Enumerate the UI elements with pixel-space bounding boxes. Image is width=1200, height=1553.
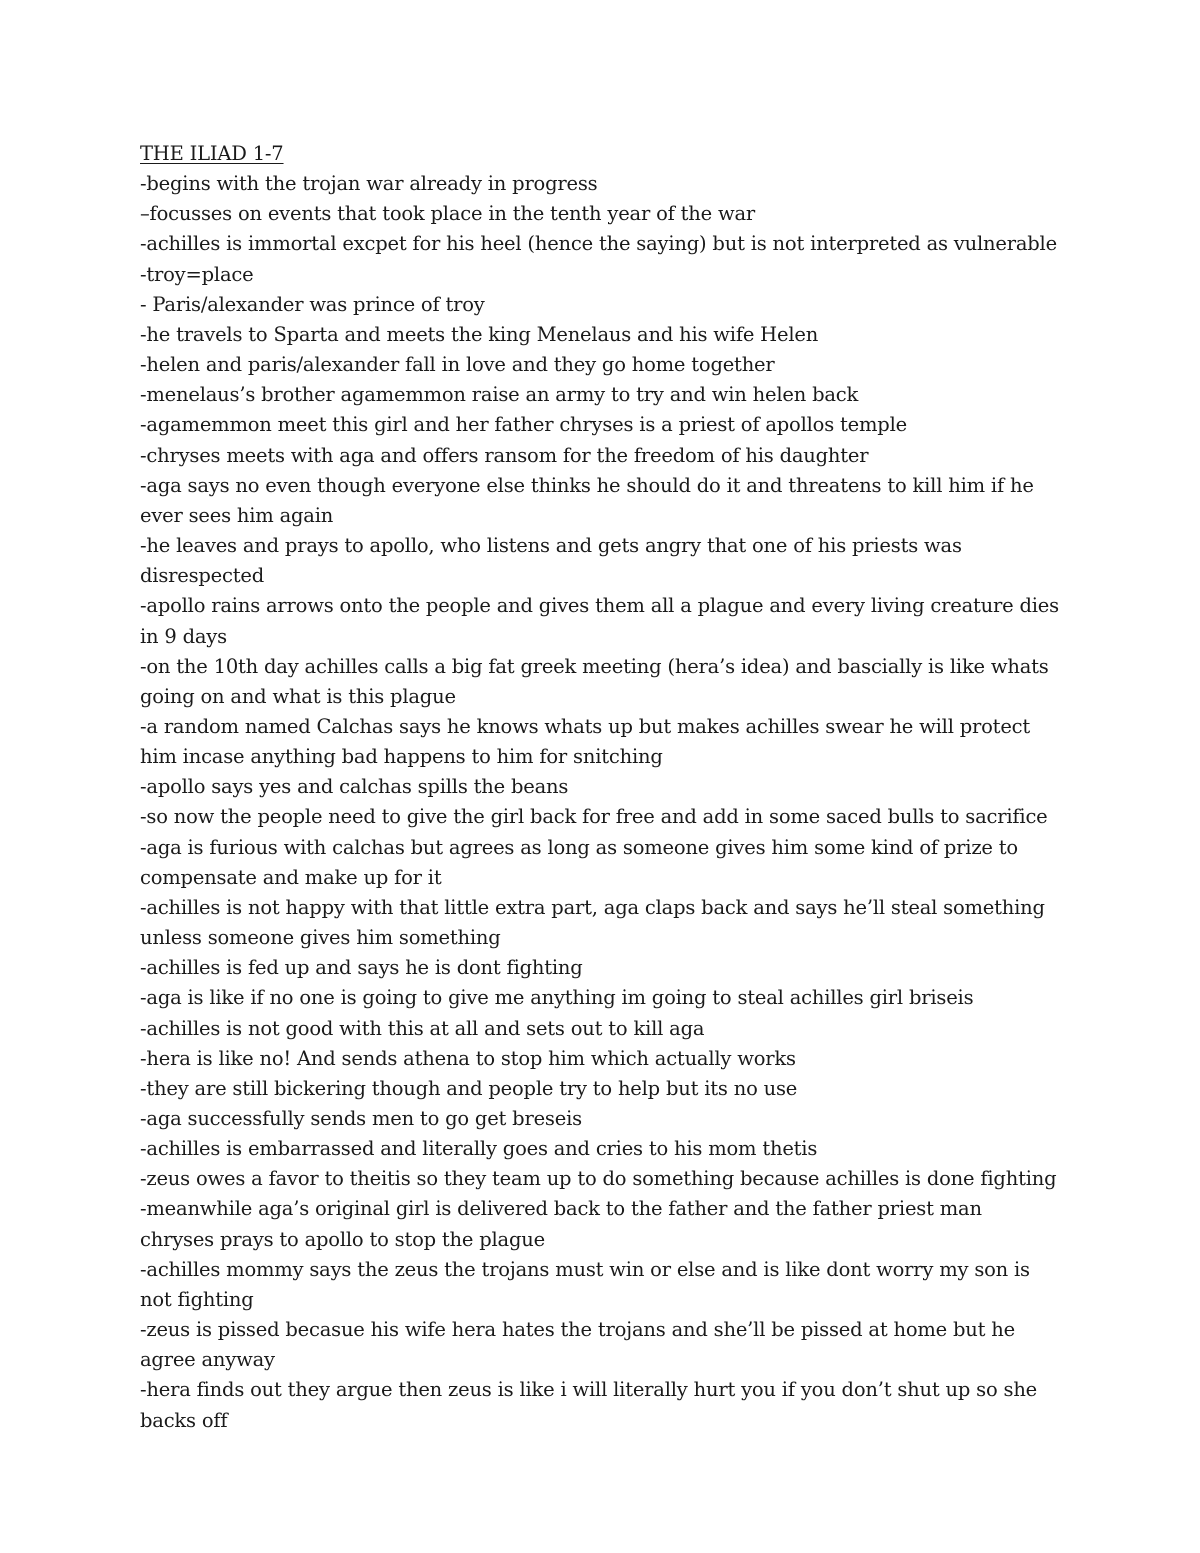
note-line: -apollo says yes and calchas spills the beans xyxy=(140,775,569,799)
note-line: -achilles is embarrassed and literally goes and cries to his mom thetis xyxy=(140,1137,818,1161)
note-line: -he leaves and prays to apollo, who listens and gets angry that one of his priests was disrespected xyxy=(140,534,962,588)
note-line: -achilles mommy says the zeus the trojans must win or else and is like dont worry my son is not fighting xyxy=(140,1257,1030,1311)
note-line: -achilles is not good with this at all and sets out to kill aga xyxy=(140,1016,705,1040)
note-line: -begins with the trojan war already in progress xyxy=(140,172,598,196)
note-line: -they are still bickering though and people try to help but its no use xyxy=(140,1076,798,1100)
note-line: -menelaus’s brother agamemmon raise an army to try and win helen back xyxy=(140,383,859,407)
note-line: –focusses on events that took place in the tenth year of the war xyxy=(140,202,756,226)
document-title: THE ILIAD 1-7 xyxy=(140,142,284,165)
note-line: -zeus is pissed becasue his wife hera hates the trojans and she’ll be pissed at home but he agree anyway xyxy=(140,1318,1015,1372)
note-line: -aga says no even though everyone else thinks he should do it and threatens to kill him if he ever sees him again xyxy=(140,473,1034,527)
note-line: -aga successfully sends men to go get breseis xyxy=(140,1107,582,1130)
note-line: -on the 10th day achilles calls a big fat greek meeting (hera’s idea) and bascially is like whats going on and what is this plague xyxy=(140,654,1049,708)
notes-list xyxy=(140,169,1060,1436)
note-line: -a random named Calchas says he knows whats up but makes achilles swear he will protect him incase anything bad happens to him for snitching xyxy=(140,714,1031,769)
note-line: -agamemmon meet this girl and her father chryses is a priest of apollos temple xyxy=(140,413,907,437)
note-line: -zeus owes a favor to theitis so they team up to do something because achilles is done fighting xyxy=(140,1167,1057,1191)
note-line: -chryses meets with aga and offers ransom for the freedom of his daughter xyxy=(140,443,869,467)
note-line: -aga is furious with calchas but agrees as long as someone gives him some kind of prize to compensate and make up for it xyxy=(140,835,1018,889)
note-line: -achilles is not happy with that little extra part, aga claps back and says he’ll steal something unless someone gives him something xyxy=(140,895,1045,950)
document-body xyxy=(140,139,1060,1436)
note-line: -hera is like no! And sends athena to stop him which actually works xyxy=(140,1046,796,1070)
note-line: - Paris/alexander was prince of troy xyxy=(140,292,485,316)
note-line: -apollo rains arrows onto the people and gives them all a plague and every living creature dies in 9 days xyxy=(140,594,1059,648)
note-line: -aga is like if no one is going to give me anything im going to steal achilles girl briseis xyxy=(140,986,974,1010)
note-line: -hera finds out they argue then zeus is like i will literally hurt you if you don’t shut up so she backs off xyxy=(140,1378,1038,1432)
note-line: -helen and paris/alexander fall in love and they go home together xyxy=(140,353,775,377)
note-line: -so now the people need to give the girl back for free and add in some saced bulls to sacrifice xyxy=(140,805,1048,829)
note-line: -troy=place xyxy=(140,262,254,286)
note-line: -achilles is immortal excpet for his heel (hence the saying) but is not interpreted as vulnerable xyxy=(140,232,1057,256)
note-line: -meanwhile aga’s original girl is delivered back to the father and the father priest man chryses prays to apollo to stop the plague xyxy=(140,1197,982,1251)
note-line: -he travels to Sparta and meets the king Menelaus and his wife Helen xyxy=(140,322,819,346)
note-line: -achilles is fed up and says he is dont fighting xyxy=(140,956,583,980)
